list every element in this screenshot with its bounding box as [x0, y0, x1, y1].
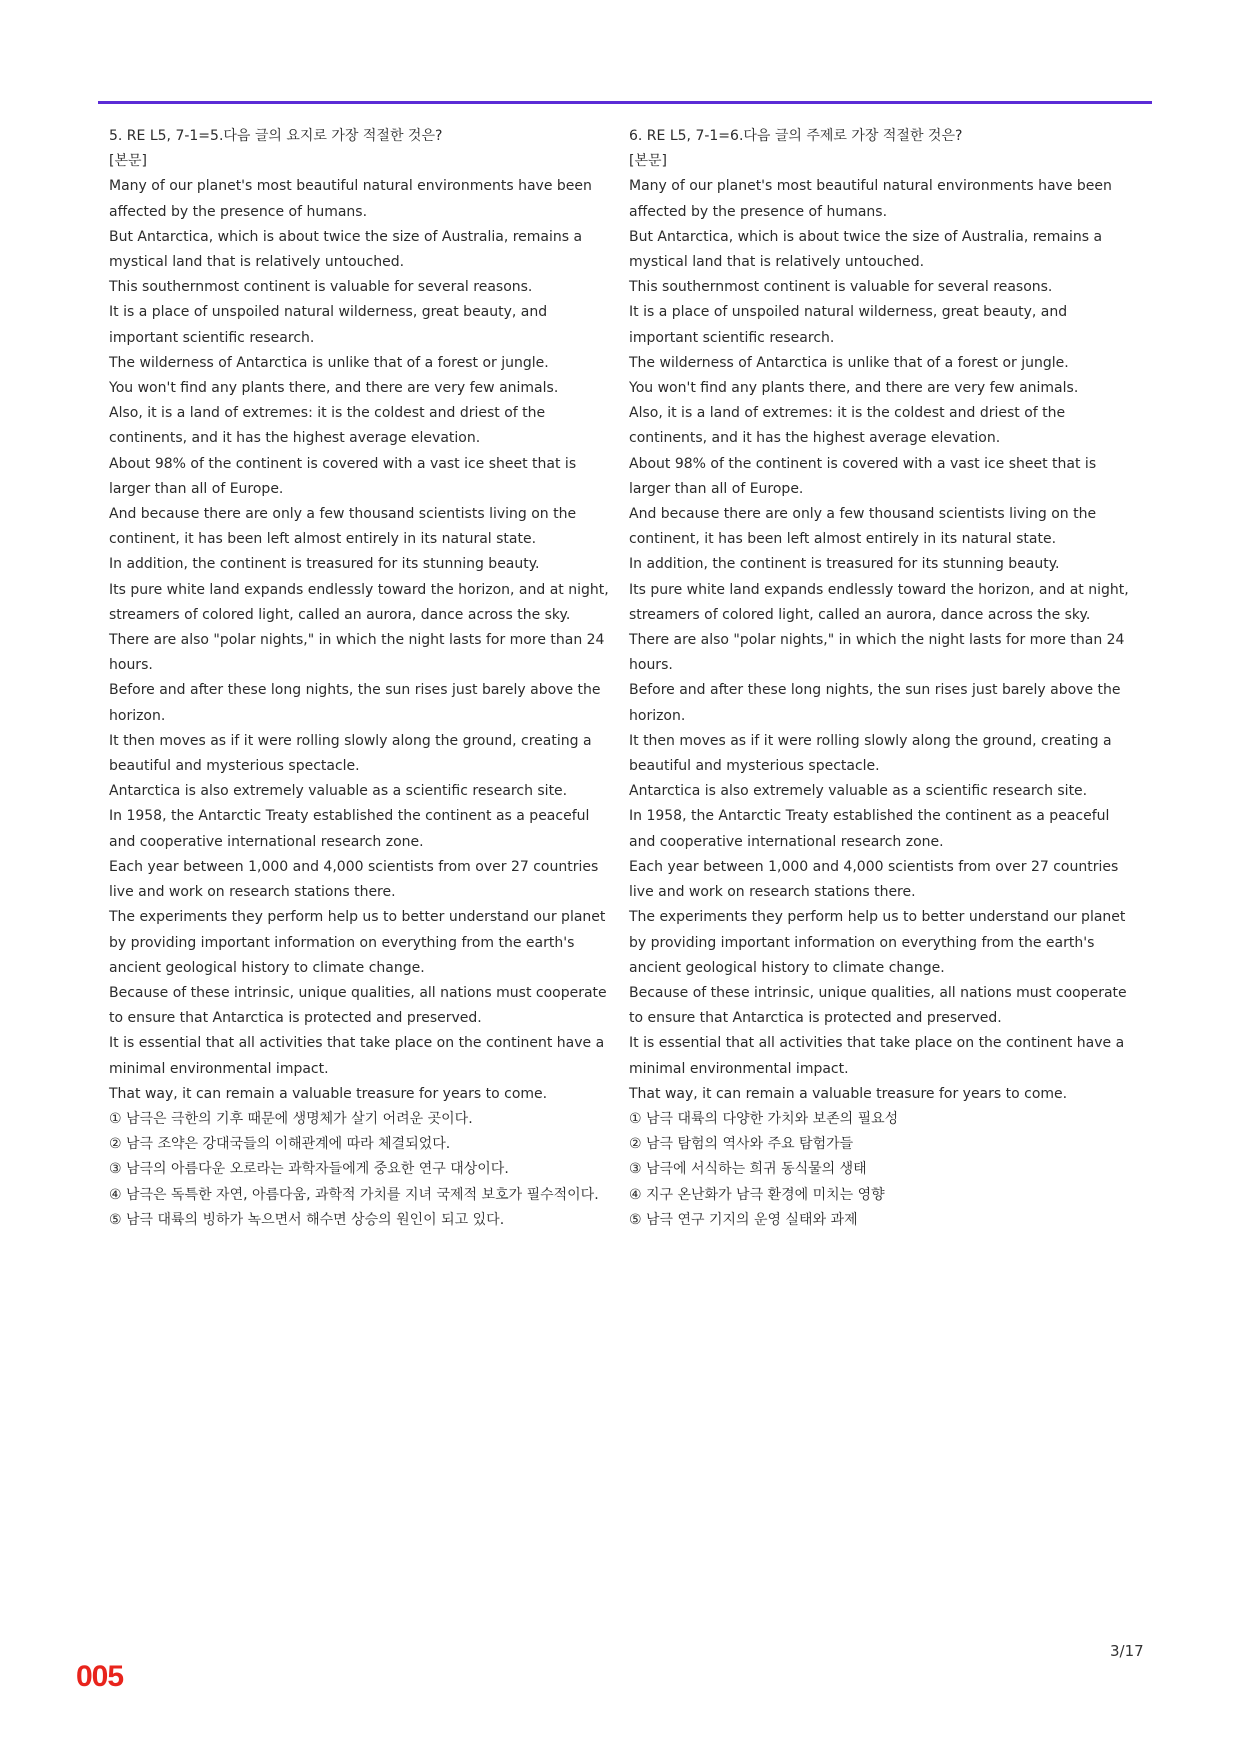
answer-choice[interactable]: ① 남극은 극한의 기후 때문에 생명체가 살기 어려운 곳이다.	[109, 1110, 473, 1127]
passage-line: Many of our planet's most beautiful natural environments have been affected by the presence of humans.	[629, 178, 1112, 220]
question-title: 6. RE L5, 7-1=6.다음 글의 주제로 가장 적절한 것은?	[629, 128, 963, 144]
answer-choice[interactable]: ② 남극 탐험의 역사와 주요 탐험가들	[629, 1136, 854, 1153]
header-rule	[98, 101, 1152, 104]
answer-choice[interactable]: ④ 지구 온난화가 남극 환경에 미치는 영향	[629, 1186, 885, 1203]
passage-line: It is essential that all activities that take place on the continent have a minimal environmental impact.	[109, 1035, 605, 1077]
passage-line: It then moves as if it were rolling slowly along the ground, creating a beautiful and mysterious spectacle.	[109, 732, 592, 775]
passage-line: But Antarctica, which is about twice the size of Australia, remains a mystical land that is relatively untouched.	[109, 228, 583, 271]
passage-line: The experiments they perform help us to better understand our planet by providing important information on everything from the earth's ancient geological history to climate change.	[629, 909, 1126, 976]
passage-line: And because there are only a few thousand scientists living on the continent, it has been left almost entirely in its natural state.	[629, 506, 1097, 548]
answer-choice[interactable]: ④ 남극은 독특한 자연, 아름다움, 과학적 가치를 지녀 국제적 보호가 필수적이다.	[109, 1186, 599, 1203]
passage-line: It then moves as if it were rolling slowly along the ground, creating a beautiful and mysterious spectacle.	[629, 732, 1112, 775]
passage-line: Its pure white land expands endlessly toward the horizon, and at night, streamers of colored light, called an aurora, dance across the sky.	[109, 581, 609, 623]
passage-line: Antarctica is also extremely valuable as a scientific research site.	[629, 783, 1088, 800]
passage-line: You won't find any plants there, and there are very few animals.	[629, 380, 1079, 397]
passage-line: Its pure white land expands endlessly toward the horizon, and at night, streamers of colored light, called an aurora, dance across the sky.	[629, 581, 1129, 623]
passage-line: About 98% of the continent is covered with a vast ice sheet that is larger than all of Europe.	[109, 455, 577, 497]
page-code: 005	[76, 1660, 124, 1693]
question-6	[629, 124, 1129, 1233]
answer-choice[interactable]: ③ 남극의 아름다운 오로라는 과학자들에게 중요한 연구 대상이다.	[109, 1161, 509, 1178]
passage-line: There are also "polar nights," in which the night lasts for more than 24 hours.	[629, 632, 1125, 674]
passage-line: Because of these intrinsic, unique qualities, all nations must cooperate to ensure that Antarctica is protected and preserved.	[109, 984, 607, 1027]
question-title: 5. RE L5, 7-1=5.다음 글의 요지로 가장 적절한 것은?	[109, 128, 443, 144]
passage-tag: [본문]	[629, 153, 667, 170]
passage-line: This southernmost continent is valuable for several reasons.	[109, 279, 533, 296]
passage-line: It is essential that all activities that take place on the continent have a minimal environmental impact.	[629, 1035, 1125, 1077]
answer-choice[interactable]: ② 남극 조약은 강대국들의 이해관계에 따라 체결되었다.	[109, 1136, 451, 1153]
passage-line: And because there are only a few thousand scientists living on the continent, it has been left almost entirely in its natural state.	[109, 506, 577, 548]
passage-line: Also, it is a land of extremes: it is the coldest and driest of the continents, and it has the highest average elevation.	[629, 405, 1066, 447]
passage-line: You won't find any plants there, and there are very few animals.	[109, 380, 559, 397]
passage-line: In 1958, the Antarctic Treaty established the continent as a peaceful and cooperative international research zone.	[109, 808, 590, 850]
answer-choices	[109, 1107, 609, 1233]
answer-choice[interactable]: ⑤ 남극 연구 기지의 운영 실태와 과제	[629, 1211, 858, 1228]
passage-line: The wilderness of Antarctica is unlike that of a forest or jungle.	[629, 354, 1069, 371]
passage-line: In addition, the continent is treasured for its stunning beauty.	[109, 556, 540, 573]
passage-line: Antarctica is also extremely valuable as a scientific research site.	[109, 783, 568, 800]
passage-line: This southernmost continent is valuable for several reasons.	[629, 279, 1053, 296]
passage-line: In 1958, the Antarctic Treaty established the continent as a peaceful and cooperative international research zone.	[629, 808, 1110, 850]
passage-tag: [본문]	[109, 153, 147, 170]
passage-line: It is a place of unspoiled natural wilderness, great beauty, and important scientific research.	[629, 304, 1068, 346]
passage	[109, 174, 609, 1107]
passage-line: The experiments they perform help us to better understand our planet by providing important information on everything from the earth's ancient geological history to climate change.	[109, 909, 606, 976]
passage-line: Before and after these long nights, the sun rises just barely above the horizon.	[109, 682, 601, 724]
passage-line: The wilderness of Antarctica is unlike that of a forest or jungle.	[109, 354, 549, 371]
passage-line: Before and after these long nights, the sun rises just barely above the horizon.	[629, 682, 1121, 724]
answer-choice[interactable]: ① 남극 대륙의 다양한 가치와 보존의 필요성	[629, 1110, 899, 1127]
passage-line: That way, it can remain a valuable treasure for years to come.	[109, 1085, 548, 1102]
passage-line: Each year between 1,000 and 4,000 scientists from over 27 countries live and work on research stations there.	[629, 858, 1119, 901]
passage-line: That way, it can remain a valuable treasure for years to come.	[629, 1085, 1068, 1102]
passage-line: About 98% of the continent is covered with a vast ice sheet that is larger than all of Europe.	[629, 455, 1097, 497]
passage-line: There are also "polar nights," in which the night lasts for more than 24 hours.	[109, 632, 605, 674]
passage-line: Also, it is a land of extremes: it is the coldest and driest of the continents, and it has the highest average elevation.	[109, 405, 546, 447]
passage-line: In addition, the continent is treasured for its stunning beauty.	[629, 556, 1060, 573]
passage	[629, 174, 1129, 1107]
answer-choice[interactable]: ⑤ 남극 대륙의 빙하가 녹으면서 해수면 상승의 원인이 되고 있다.	[109, 1211, 505, 1228]
passage-line: But Antarctica, which is about twice the size of Australia, remains a mystical land that is relatively untouched.	[629, 228, 1103, 271]
passage-line: It is a place of unspoiled natural wilderness, great beauty, and important scientific research.	[109, 304, 548, 346]
passage-line: Because of these intrinsic, unique qualities, all nations must cooperate to ensure that Antarctica is protected and preserved.	[629, 984, 1127, 1027]
passage-line: Many of our planet's most beautiful natural environments have been affected by the presence of humans.	[109, 178, 592, 220]
page-number: 3/17	[1110, 1642, 1144, 1660]
answer-choices	[629, 1107, 1129, 1233]
question-5	[109, 124, 609, 1233]
answer-choice[interactable]: ③ 남극에 서식하는 희귀 동식물의 생태	[629, 1161, 867, 1178]
passage-line: Each year between 1,000 and 4,000 scientists from over 27 countries live and work on research stations there.	[109, 858, 599, 901]
